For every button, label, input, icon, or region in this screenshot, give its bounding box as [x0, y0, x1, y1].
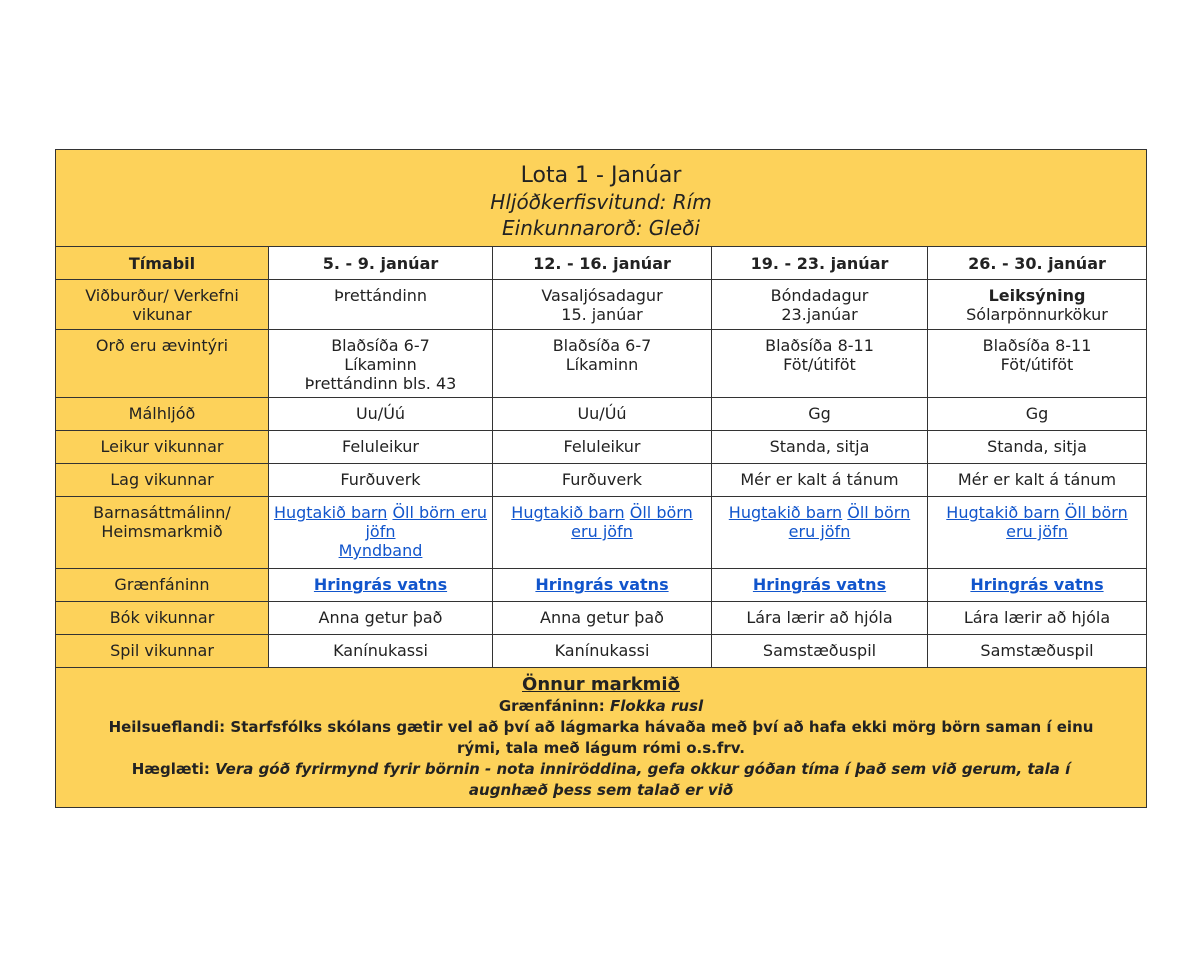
header-week-3: 19. - 23. janúar [712, 247, 928, 280]
row-sounds [56, 398, 1147, 431]
rights-week-4 [928, 497, 1147, 569]
events-week-4: Leiksýning Sólarpönnurkökur [928, 280, 1147, 330]
footer-row [56, 668, 1147, 808]
song-week-2: Furðuverk [493, 464, 712, 497]
row-song [56, 464, 1147, 497]
other-goals-cell [56, 668, 1147, 808]
header-week-1: 5. - 9. janúar [269, 247, 493, 280]
row-label-game: Leikur vikunnar [56, 431, 269, 464]
game-week-1: Feluleikur [269, 431, 493, 464]
row-book [56, 602, 1147, 635]
link-water-cycle[interactable]: Hringrás vatns [535, 575, 669, 594]
row-label-words: Orð eru ævintýri [56, 330, 269, 398]
link-all-children-equal[interactable]: Öll börn eru jöfn [1006, 503, 1128, 541]
words-week-4: Blaðsíða 8-11 Föt/útiföt [928, 330, 1147, 398]
book-week-4: Lára lærir að hjóla [928, 602, 1147, 635]
calmness-goal: Hæglæti: Vera góð fyrirmynd fyrir börnin - nota inniröddina, gefa okkur góðan tíma í það sem við gerum, tala í augnhæð þess sem talað er við [131, 760, 1071, 799]
link-concept-child[interactable]: Hugtakið barn [946, 503, 1060, 522]
game-week-2: Feluleikur [493, 431, 712, 464]
link-water-cycle[interactable]: Hringrás vatns [313, 575, 448, 594]
book-week-1: Anna getur það [269, 602, 493, 635]
green-week-1 [269, 569, 493, 602]
cardgame-week-1: Kanínukassi [269, 635, 493, 668]
subtitle-motto: Einkunnarorð: Gleði [502, 215, 700, 240]
page-title: Lota 1 - Janúar [520, 162, 682, 188]
header-week-2: 12. - 16. janúar [493, 247, 712, 280]
green-week-3 [712, 569, 928, 602]
game-week-3: Standa, sitja [712, 431, 928, 464]
row-label-rights: Barnasáttmálinn/ Heimsmarkmið [56, 497, 269, 569]
header-period: Tímabil [56, 247, 269, 280]
schedule-table [55, 149, 1147, 808]
row-words [56, 330, 1147, 398]
row-label-book: Bók vikunnar [56, 602, 269, 635]
link-concept-child[interactable]: Hugtakið barn [728, 503, 843, 522]
other-goals-heading: Önnur markmið [522, 674, 680, 695]
row-game [56, 431, 1147, 464]
row-cardgame [56, 635, 1147, 668]
song-week-3: Mér er kalt á tánum [712, 464, 928, 497]
rights-week-1 [269, 497, 493, 569]
green-week-2 [493, 569, 712, 602]
title-row [56, 150, 1147, 247]
rights-week-2 [493, 497, 712, 569]
row-events [56, 280, 1147, 330]
row-label-sounds: Málhljóð [56, 398, 269, 431]
link-water-cycle[interactable]: Hringrás vatns [970, 575, 1104, 594]
header-week-4: 26. - 30. janúar [928, 247, 1147, 280]
words-week-2: Blaðsíða 6-7 Líkaminn [493, 330, 712, 398]
link-concept-child[interactable]: Hugtakið barn [273, 503, 388, 522]
green-week-4 [928, 569, 1147, 602]
words-week-1: Blaðsíða 6-7 Líkaminn Þrettándinn bls. 43 [269, 330, 493, 398]
subtitle-phonological: Hljóðkerfisvitund: Rím [490, 189, 712, 214]
title-cell [56, 150, 1147, 247]
song-week-4: Mér er kalt á tánum [928, 464, 1147, 497]
link-video[interactable]: Myndband [338, 541, 423, 560]
link-all-children-equal[interactable]: Öll börn eru jöfn [571, 503, 693, 541]
health-goal: Heilsueflandi: Starfsfólks skólans gætir vel að því að lágmarka hávaða með því að hafa ekki mörg börn saman í einu rými, tala með lágum rómi o.s.frv. [108, 718, 1094, 757]
link-water-cycle[interactable]: Hringrás vatns [752, 575, 887, 594]
row-label-cardgame: Spil vikunnar [56, 635, 269, 668]
sounds-week-1: Uu/Úú [269, 398, 493, 431]
sounds-week-2: Uu/Úú [493, 398, 712, 431]
rights-week-3 [712, 497, 928, 569]
row-green-flag [56, 569, 1147, 602]
cardgame-week-2: Kanínukassi [493, 635, 712, 668]
cardgame-week-3: Samstæðuspil [712, 635, 928, 668]
song-week-1: Furðuverk [269, 464, 493, 497]
book-week-3: Lára lærir að hjóla [712, 602, 928, 635]
game-week-4: Standa, sitja [928, 431, 1147, 464]
events-week-2: Vasaljósadagur 15. janúar [493, 280, 712, 330]
book-week-2: Anna getur það [493, 602, 712, 635]
events-week-3: Bóndadagur 23.janúar [712, 280, 928, 330]
green-flag-goal: Grænfáninn: Flokka rusl [498, 697, 704, 715]
row-label-song: Lag vikunnar [56, 464, 269, 497]
link-concept-child[interactable]: Hugtakið barn [511, 503, 625, 522]
cardgame-week-4: Samstæðuspil [928, 635, 1147, 668]
words-week-3: Blaðsíða 8-11 Föt/útiföt [712, 330, 928, 398]
link-all-children-equal[interactable]: Öll börn eru jöfn [365, 503, 488, 541]
events-week-1: Þrettándinn [269, 280, 493, 330]
sounds-week-4: Gg [928, 398, 1147, 431]
row-label-green-flag: Grænfáninn [56, 569, 269, 602]
link-all-children-equal[interactable]: Öll börn eru jöfn [788, 503, 911, 541]
row-label-events: Viðburður/ Verkefni vikunar [56, 280, 269, 330]
header-row [56, 247, 1147, 280]
sounds-week-3: Gg [712, 398, 928, 431]
row-rights [56, 497, 1147, 569]
